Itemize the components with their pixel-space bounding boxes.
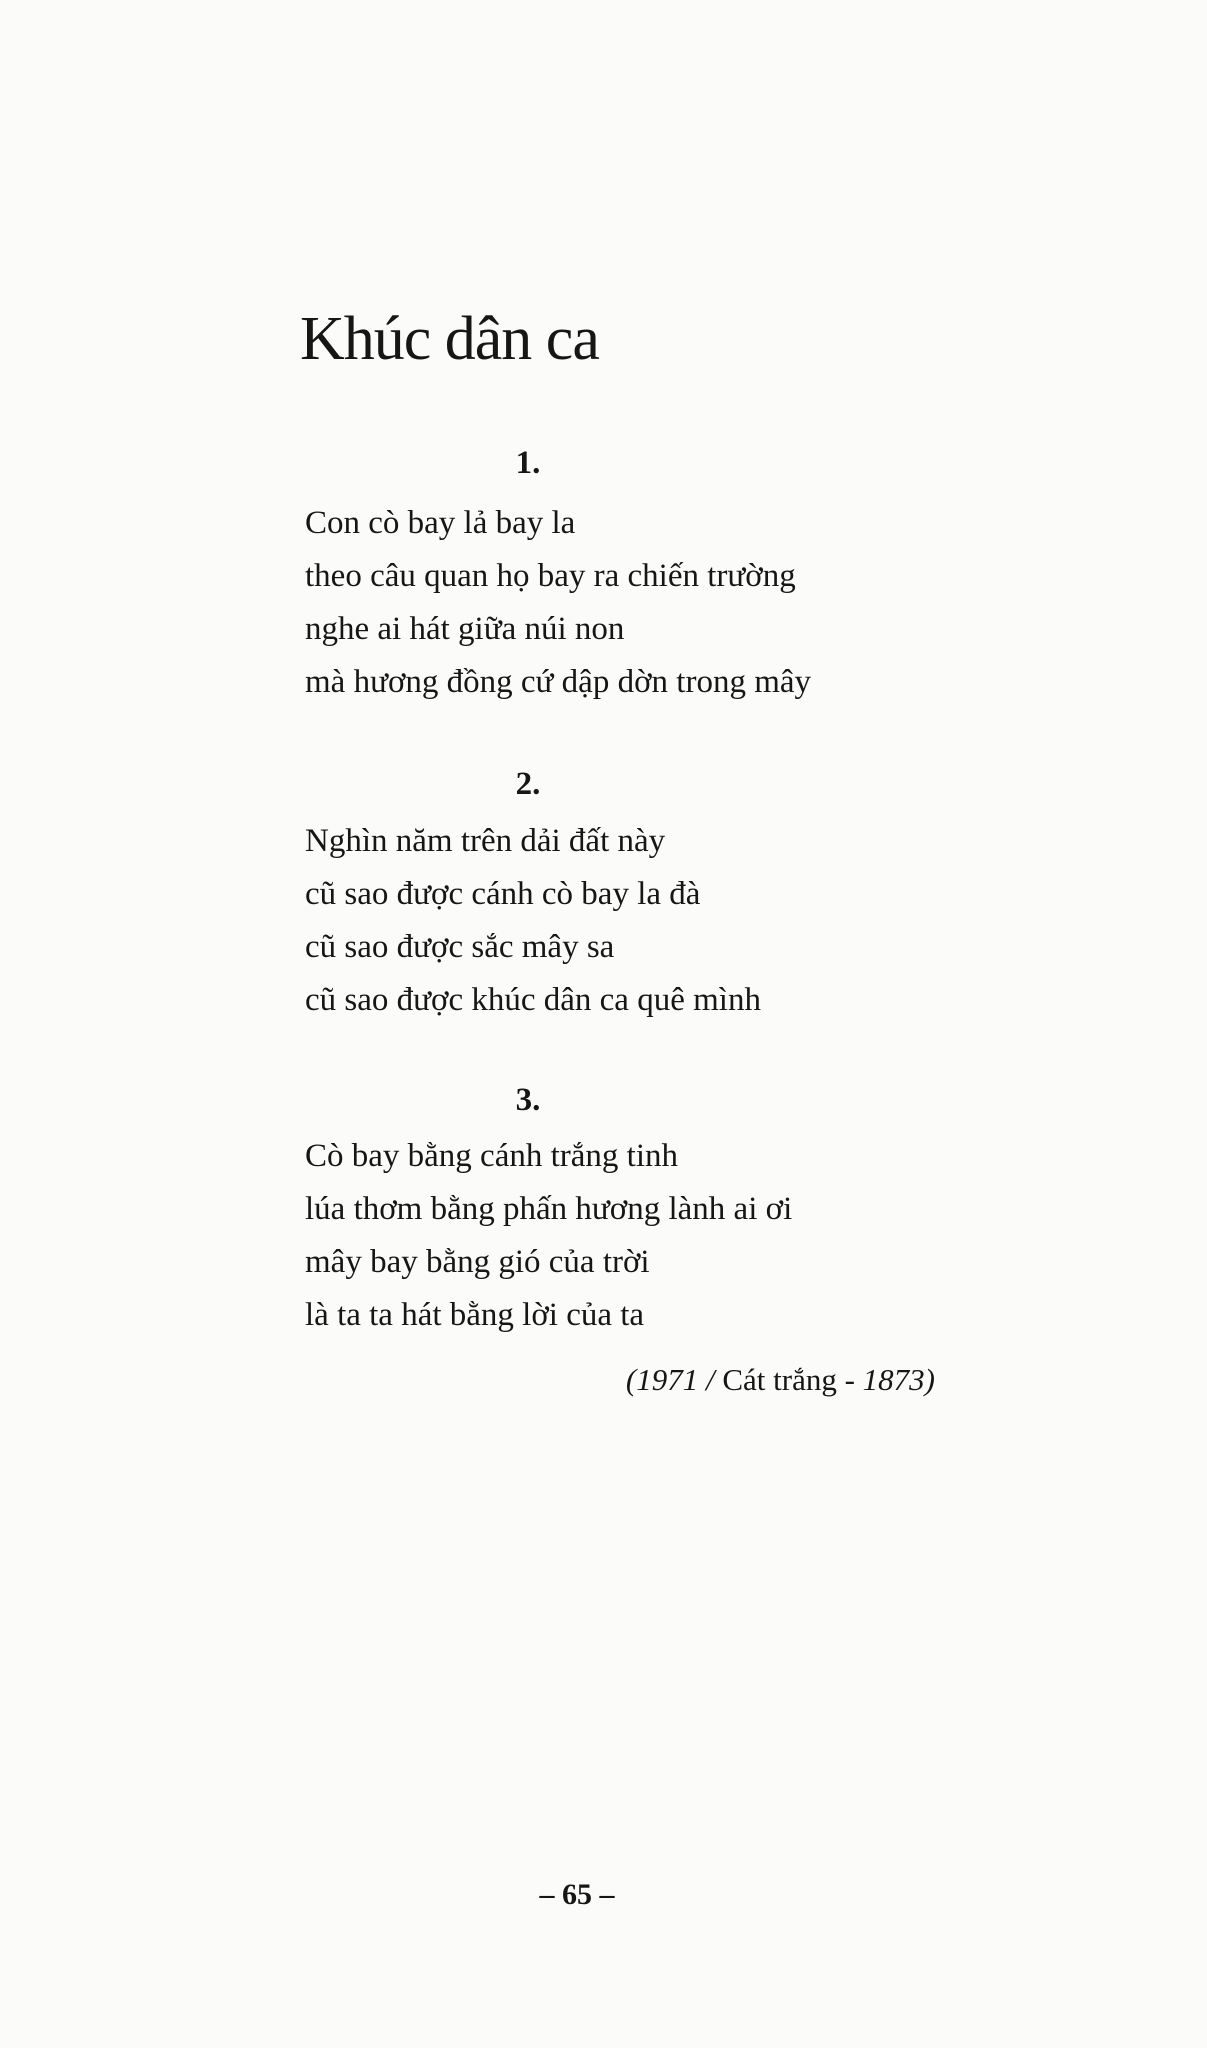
poem-line: lúa thơm bằng phấn hương lành ai ơi <box>305 1191 793 1227</box>
poem-line: là ta ta hát bằng lời của ta <box>305 1297 645 1333</box>
stanza-number: 3. <box>515 1082 541 1118</box>
stanza-3 <box>305 1130 792 1342</box>
poem-title: Khúc dân ca <box>300 304 599 373</box>
poem-line: Con cò bay lả bay la <box>305 505 576 541</box>
poem-line: mây bay bằng gió của trời <box>305 1244 650 1280</box>
poem-line: mà hương đồng cứ dập dờn trong mây <box>305 664 812 700</box>
poem-line: Cò bay bằng cánh trắng tinh <box>305 1138 678 1174</box>
attribution-year: 1873) <box>862 1362 935 1397</box>
poem-line: cũ sao được cánh cò bay la đà <box>305 876 701 912</box>
stanza-number: 1. <box>515 445 541 481</box>
attribution-source: Cát trắng - <box>722 1362 863 1397</box>
stanza-2 <box>305 815 761 1027</box>
poem-line: Nghìn năm trên dải đất này <box>305 823 666 859</box>
poem-line: cũ sao được sắc mây sa <box>305 929 615 965</box>
stanza-number: 2. <box>515 766 541 802</box>
attribution-date: (1971 / <box>625 1362 723 1397</box>
attribution <box>626 1362 935 1398</box>
stanza-1 <box>305 497 811 709</box>
poem-line: cũ sao được khúc dân ca quê mình <box>305 982 761 1018</box>
page-number: – 65 – <box>539 1878 615 1911</box>
poem-line: theo câu quan họ bay ra chiến trường <box>305 558 796 594</box>
poem-line: nghe ai hát giữa núi non <box>305 611 625 647</box>
